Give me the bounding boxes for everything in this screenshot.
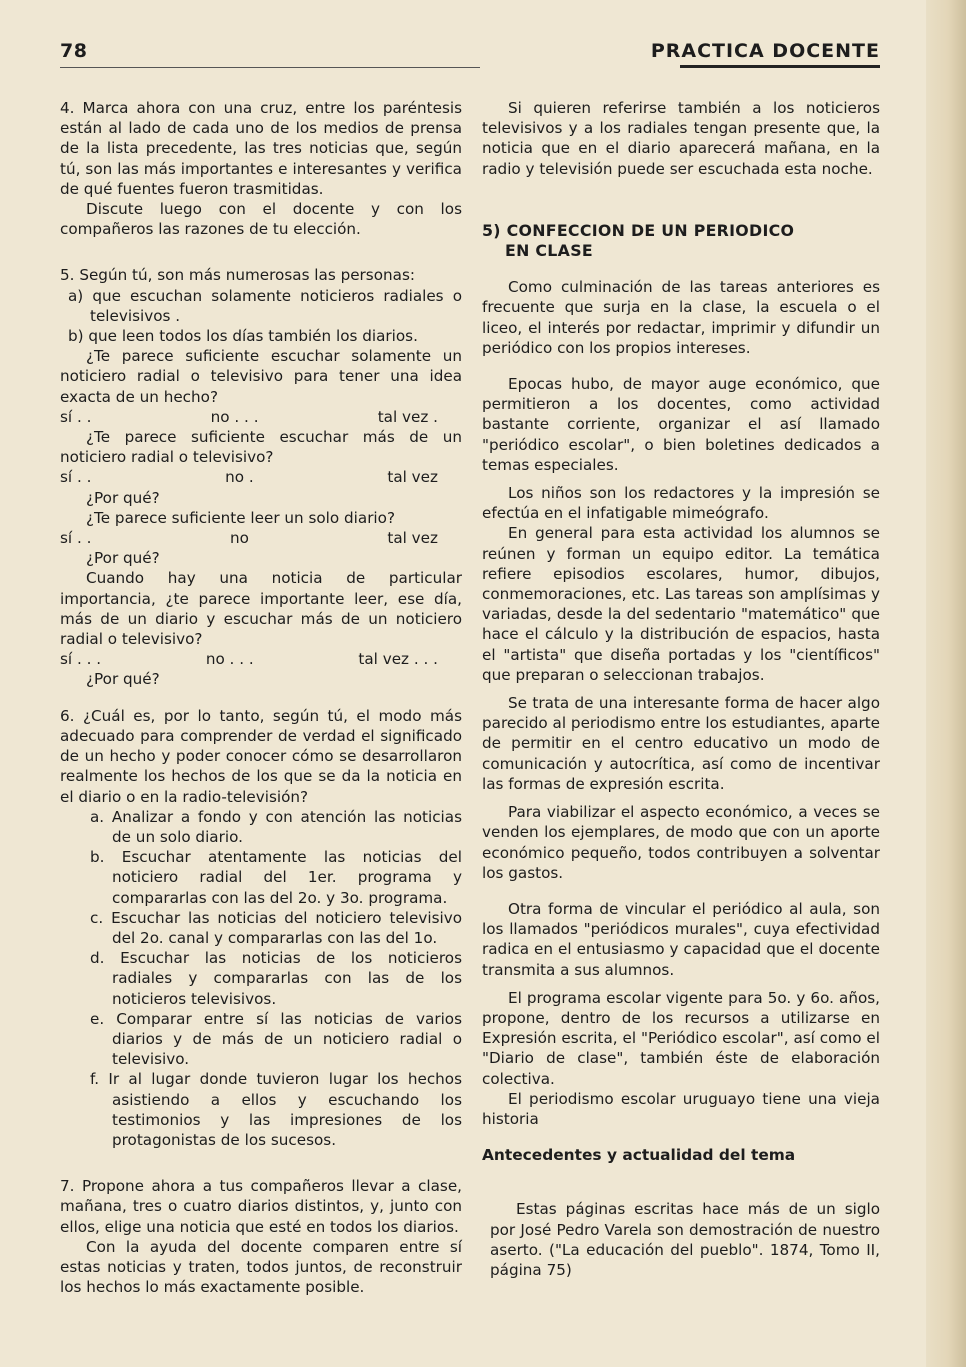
paragraph: El periodismo escolar uruguayo tiene una vieja historia <box>482 1089 880 1128</box>
section-title-line2: EN CLASE <box>505 241 593 261</box>
right-column <box>482 98 880 1280</box>
question-5-q4: Cuando hay una noticia de particular importancia, ¿te parece importante leer, ese día, más de un diario y escuchar más de un noticiero radial o televisivo? <box>60 569 462 649</box>
answer-talvez: tal vez . . . <box>358 650 438 669</box>
paragraph: Como culminación de las tareas anteriores es frecuente que surja en la clase, la escuela o el liceo, el interés por redactar, imprimir y difundir un periódico con los propios intereses. <box>482 278 880 357</box>
question-5-intro: 5. Según tú, son más numerosas las personas: <box>60 266 415 285</box>
answer-talvez: tal vez <box>387 468 438 487</box>
answer-no: no <box>229 529 249 548</box>
varela-quote: Estas páginas escritas hace más de un siglo por José Pedro Varela son demostración de nuestro aserto. ("La educación del pueblo". 1874, Tomo II, página 75) <box>490 1200 880 1279</box>
answer-si: sí . . . <box>60 650 102 669</box>
por-que-3: ¿Por qué? <box>86 670 160 689</box>
question-6-intro: 6. ¿Cuál es, por lo tanto, según tú, el modo más adecuado para comprender de verdad el significado de un hecho y poder conocer cómo se desarrollaron realmente los hechos de los que se da la noticia en el diario o en la radio-televisión? <box>60 706 462 806</box>
por-que-2: ¿Por qué? <box>86 549 160 568</box>
right-intro: Si quieren referirse también a los noticieros televisivos y a los radiales tengan presente que, la noticia que en el diario aparecerá mañana, en la radio y televisión puede ser escuchada esta noche. <box>482 99 880 178</box>
question-6-option: d. Escuchar las noticias de los noticieros radiales y compararlas con las de los noticieros televisivos. <box>90 949 462 1008</box>
answer-si: sí . . <box>60 407 92 426</box>
paragraph: Los niños son los redactores y la impresión se efectúa en el infatigable mimeógrafo. <box>482 484 880 523</box>
question-6-option: e. Comparar entre sí las noticias de varios diarios y de más de un noticiero radial o televisivo. <box>90 1009 462 1069</box>
paragraph: El programa escolar vigente para 5o. y 6o. años, propone, dentro de los recursos a utilizarse en Expresión escrita, el "Periódico escolar", así como el "Diario de clase", también éste de elaboración colectiva. <box>482 988 880 1088</box>
answer-row-4 <box>60 649 462 669</box>
question-5-option-a: a) que escuchan solamente noticieros radiales o televisivos . <box>68 286 462 325</box>
question-7: 7. Propone ahora a tus compañeros llevar a clase, mañana, tres o cuatro diarios distintos, y, junto con ellos, elige una noticia que esté en todos los diarios. <box>60 1177 462 1236</box>
answer-si: sí . . <box>60 468 92 487</box>
question-5-q1: ¿Te parece suficiente escuchar solamente un noticiero radial o televisivo para tener una idea exacta de un hecho? <box>60 347 462 406</box>
question-6-option: c. Escuchar las noticias del noticiero televisivo del 2o. canal y compararlas con las del 1o. <box>90 908 462 947</box>
question-5-q2: ¿Te parece suficiente escuchar más de un noticiero radial o televisivo? <box>60 428 462 467</box>
question-5-q3: ¿Te parece suficiente leer un solo diario? <box>86 508 396 527</box>
section-title <box>482 221 880 261</box>
header-rule-right <box>680 65 880 68</box>
subsection-title: Antecedentes y actualidad del tema <box>482 1146 796 1165</box>
paragraph: Para viabilizar el aspecto económico, a veces se venden los ejemplares, de modo que con un aporte económico pequeño, todos contribuyen a solventar los gastos. <box>482 803 880 882</box>
paragraph: Epocas hubo, de mayor auge económico, que permitieron a los docentes, como actividad bastante corriente, organizar el así llamado "periódico escolar", o bien boletines dedicados a temas especiales. <box>482 375 880 474</box>
paragraph: Otra forma de vincular el periódico al aula, son los llamados "periódicos murales", cuya efectividad radica en el entusiasmo y capacidad que el docente transmita a sus alumnos. <box>482 899 880 979</box>
question-4: 4. Marca ahora con una cruz, entre los paréntesis están al lado de cada uno de los medios de prensa de la lista precedente, las tres noticias que, según tú, son las más importantes e interesantes y verifica de qué fuentes fueron trasmitidas. <box>60 99 462 198</box>
page-number: 78 <box>60 40 88 62</box>
page-edge-shadow <box>926 0 966 1367</box>
answer-row-2 <box>60 467 462 487</box>
header-rule-left <box>60 67 480 68</box>
paragraph: En general para esta actividad los alumnos se reúnen y forman un equipo editor. La temática refiere episodios escolares, humor, dibujos, conmemoraciones, etc. Las tareas son amplísimas y variadas, desde la del sedentario "matemático" que hace el cálculo y la distribución de espacios, hasta el "artista" que diseña portadas y los "científicos" que preparan o seleccionan trabajos. <box>482 524 880 684</box>
answer-row-1 <box>60 407 462 427</box>
answer-no: no . . . <box>205 650 254 669</box>
running-title: PRACTICA DOCENTE <box>650 40 880 62</box>
answer-no: no . <box>225 468 254 487</box>
left-column <box>60 98 462 1297</box>
answer-talvez: tal vez . <box>377 407 438 426</box>
paragraph: Se trata de una interesante forma de hacer algo parecido al periodismo entre los estudiantes, aparte de permitir en el centro educativo un modo de comunicación y autocrítica, así como de incentivar las formas de expresión escrita. <box>482 694 880 793</box>
question-6-option: a. Analizar a fondo y con atención las noticias de un solo diario. <box>90 807 462 846</box>
por-que-1: ¿Por qué? <box>86 488 160 507</box>
question-6-option: f. Ir al lugar donde tuvieron lugar los hechos asistiendo a ellos y escuchando los testimonios y las impresiones de los protagonistas de los sucesos. <box>90 1070 462 1149</box>
answer-si: sí . . <box>60 529 92 548</box>
question-4-discuss: Discute luego con el docente y con los compañeros las razones de tu elección. <box>60 200 462 239</box>
section-title-line1: 5) CONFECCION DE UN PERIODICO <box>482 220 795 240</box>
answer-no: no . . . <box>210 407 259 426</box>
question-7-cont: Con la ayuda del docente comparen entre sí estas noticias y traten, todos juntos, de reconstruir los hechos lo más exactamente posible. <box>60 1237 462 1297</box>
answer-row-3 <box>60 528 462 548</box>
page-header <box>60 40 880 70</box>
question-5-option-b: b) que leen todos los días también los diarios. <box>68 327 418 346</box>
answer-talvez: tal vez <box>387 529 438 548</box>
question-6-option: b. Escuchar atentamente las noticias del noticiero radial del 1er. programa y compararlas con las del 2o. y 3o. programa. <box>90 848 462 907</box>
